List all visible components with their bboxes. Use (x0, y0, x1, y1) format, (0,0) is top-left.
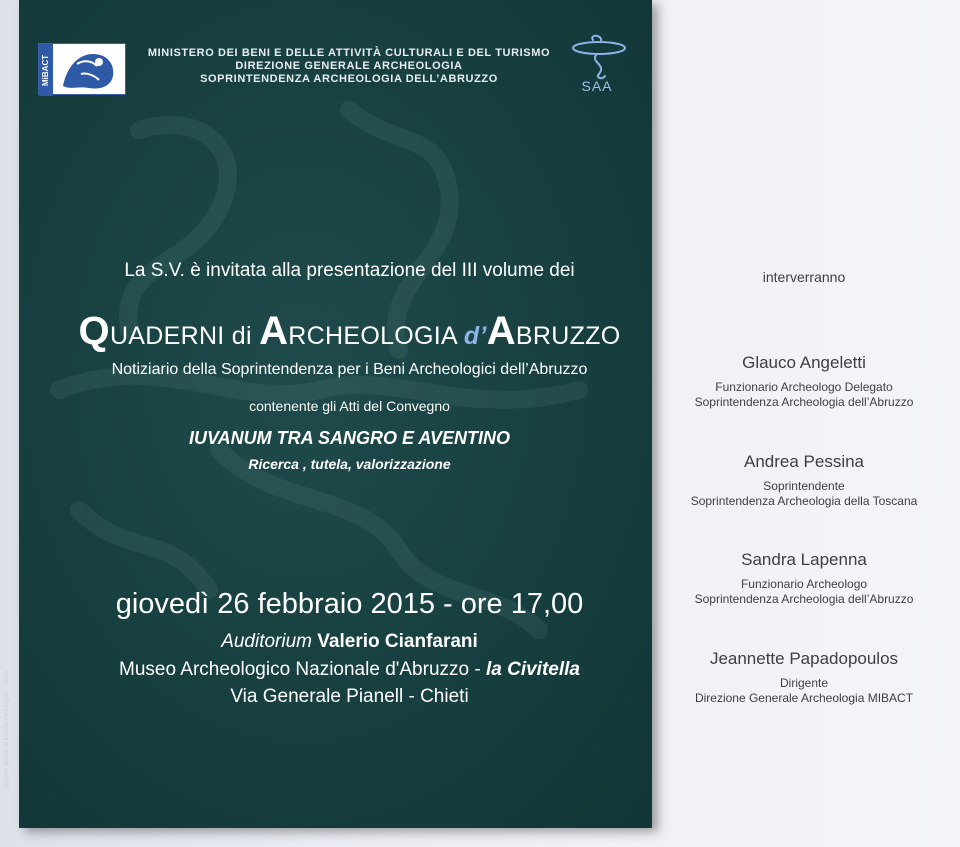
museum-prefix: Museo Archeologico Nazionale d'Abruzzo - (119, 659, 486, 680)
title-part-rcheologia: RCHEOLOGIA (288, 322, 464, 350)
speaker-role: Soprintendente (763, 479, 845, 493)
venue-name: Valerio Cianfarani (317, 631, 478, 652)
mibact-logo (38, 43, 126, 95)
event-venue (19, 631, 652, 653)
event-date: giovedì 26 febbraio 2015 - ore 17,00 (115, 588, 584, 620)
speaker-glauco-angeletti (668, 352, 940, 410)
ministry-line-3: SOPRINTENDENZA ARCHEOLOGIA DELL’ABRUZZO (200, 73, 498, 85)
speaker-institution: Soprintendenza Archeologia dell’Abruzzo (694, 395, 914, 409)
event-museum (19, 659, 652, 681)
title-initial-q: Q (78, 309, 110, 353)
publication-subtitle: Notiziario della Soprintendenza per i Beni Archeologici dell’Abruzzo (111, 361, 588, 378)
mibact-emblem-icon (55, 46, 123, 94)
saa-logo-text: SAA (581, 78, 613, 94)
mibact-logo-text: MiBACT (39, 44, 53, 96)
speaker-name: Sandra Lapenna (741, 550, 867, 569)
speakers-heading: interverranno (762, 269, 846, 285)
invitation-panel (19, 0, 652, 828)
contents-note: contenente gli Atti del Convegno (249, 398, 450, 414)
speaker-name: Andrea Pessina (743, 452, 865, 471)
ministry-line-2: DIREZIONE GENERALE ARCHEOLOGIA (235, 60, 463, 72)
speaker-institution: Soprintendenza Archeologia dell’Abruzzo (694, 592, 914, 606)
title-initial-a2: A (486, 309, 516, 353)
title-part-uaderni: UADERNI di (109, 322, 260, 350)
conference-title: IUVANUM TRA SANGRO E AVENTINO (188, 428, 510, 448)
speaker-role: Dirigente (779, 676, 829, 690)
speaker-name: Glauco Angeletti (742, 353, 866, 372)
speaker-institution: Direzione Generale Archeologia MIBACT (694, 691, 914, 705)
ministry-line-1: MINISTERO DEI BENI E DELLE ATTIVITÀ CULTURALI E DEL TURISMO (147, 47, 551, 59)
event-address: Via Generale Pianell - Chieti (230, 686, 469, 707)
title-part-bruzzo: BRUZZO (515, 322, 621, 350)
title-initial-a: A (259, 309, 289, 353)
speaker-name: Jeannette Papadopoulos (709, 649, 899, 668)
conference-subtitle: Ricerca , tutela, valorizzazione (248, 456, 451, 472)
speaker-andrea-pessina (668, 451, 940, 509)
speaker-institution: Soprintendenza Archeologia della Toscana (690, 494, 918, 508)
title-part-d: d’ (463, 322, 487, 350)
ministry-heading (143, 47, 555, 86)
venue-prefix: Auditorium (221, 631, 313, 652)
speaker-role: Funzionario Archeologo Delegato (715, 380, 893, 394)
museum-place: la Civitella (485, 659, 580, 680)
speaker-sandra-lapenna (668, 549, 940, 607)
speaker-role: Funzionario Archeologo (740, 577, 868, 591)
invitation-intro: La S.V. è invitata alla presentazione del III volume dei (124, 260, 575, 281)
design-credit (4, 784, 10, 790)
speaker-jeannette-papadopoulos (668, 648, 940, 706)
publication-title (19, 309, 652, 354)
